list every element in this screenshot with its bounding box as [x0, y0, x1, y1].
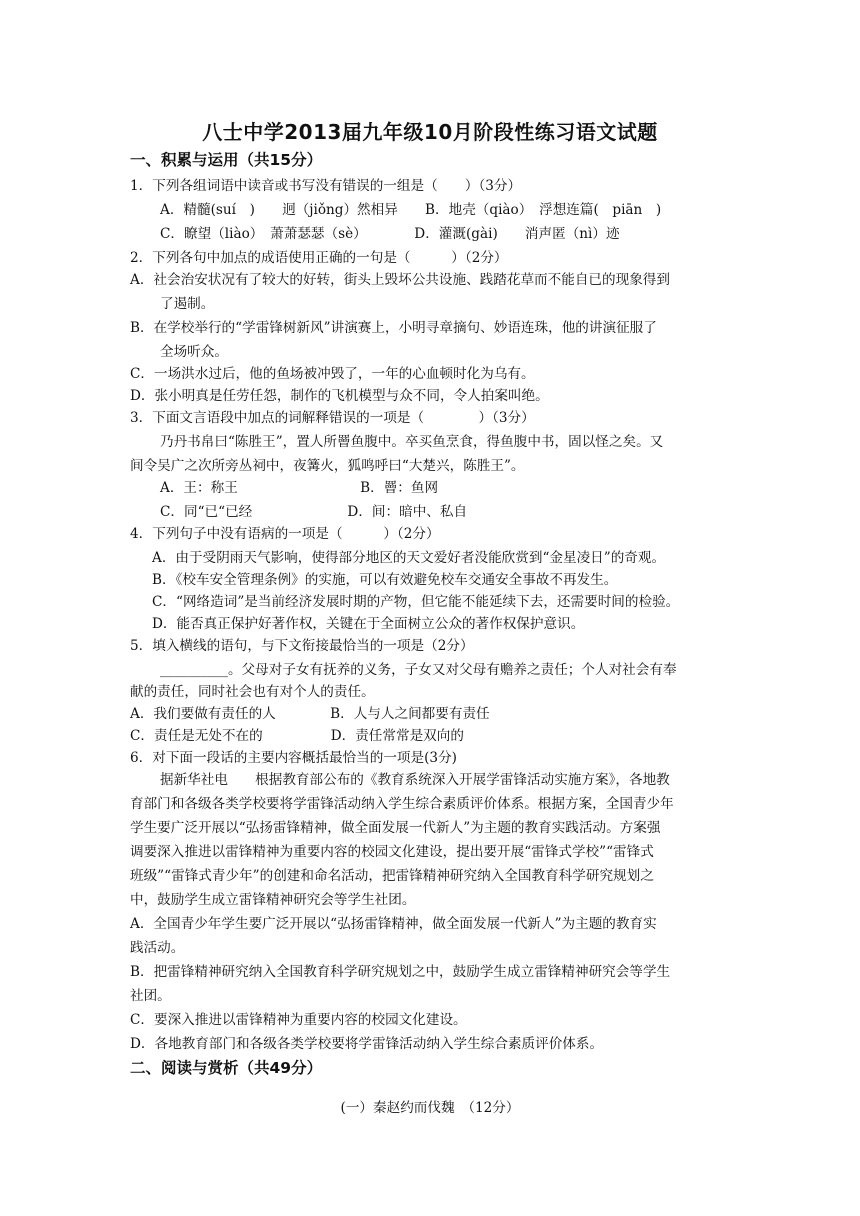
question-6-passage-2: 育部门和各级各类学校要将学雷锋活动纳入学生综合素质评价体系。根据方案，全国青少年 [130, 796, 674, 812]
question-6-passage-4: 调要深入推进以雷锋精神为重要内容的校园文化建设，提出要开展“雷锋式学校”“雷锋式 [130, 844, 654, 860]
question-2-option-b: B．在学校举行的“学雷锋树新风”讲演赛上，小明寻章摘句、妙语连珠，他的讲演征服了 [130, 320, 657, 336]
question-3-options-cd: C．同“已“已经 D．间：暗中、私自 [160, 504, 468, 520]
question-4-stem: 4．下列句子中没有语病的一项是（ ）（2分） [130, 526, 440, 542]
question-6-passage-3: 学生要广泛开展以“弘扬雷锋精神，做全面发展一代新人”为主题的教育实践活动。方案强 [130, 820, 661, 836]
question-1-options-cd: C．瞭望（liào） 萧萧瑟瑟（sè） D．灌溉(gài) 消声匿（nì）迹 [160, 226, 620, 242]
section-heading-2: 二、阅读与赏析（共49分） [130, 1059, 323, 1077]
question-3-passage-2: 间令吴广之次所旁丛祠中，夜篝火，狐鸣呼曰“大楚兴，陈胜王”。 [130, 458, 525, 474]
subsection-heading-1: (一）秦赵约而伐魏 （12分） [340, 1100, 520, 1116]
question-6-option-b: B．把雷锋精神研究纳入全国教育科学研究规划之中，鼓励学生成立雷锋精神研究会等学生 [130, 964, 671, 980]
question-4-option-a: A．由于受阴雨天气影响，使得部分地区的天文爱好者没能欣赏到“金星凌日”的奇观。 [152, 550, 666, 566]
question-3-stem: 3．下面文言语段中加点的词解释错误的一项是（ ）（3分） [130, 410, 535, 426]
question-2-option-a: A．社会治安状况有了较大的好转，街头上毁坏公共设施、践踏花草而不能自已的现象得到 [130, 272, 670, 288]
question-2-option-c: C．一场洪水过后，他的鱼场被冲毁了，一年的心血顿时化为乌有。 [130, 366, 535, 382]
question-1-options-ab: A．精髓(suí ) 迥（jiǒng）然相异 B．地壳（qiào） 浮想连篇( piān ) [160, 202, 662, 218]
section-heading-1: 一、积累与运用（共15分） [130, 151, 323, 169]
question-6-option-b-cont: 社团。 [130, 988, 171, 1004]
question-5-stem: 5．填入横线的语句，与下文衔接最恰当的一项是（2分） [130, 638, 474, 654]
question-5-options-cd: C．责任是无处不在的 D．责任常常是双向的 [130, 728, 464, 744]
question-2-option-d: D．张小明真是任劳任怨，制作的飞机模型与众不同，令人拍案叫绝。 [130, 388, 549, 404]
question-6-passage-5: 班级”“雷锋式青少年”的创建和命名活动，把雷锋精神研究纳入全国教育科学研究规划之 [130, 868, 654, 884]
question-6-stem: 6．对下面一段话的主要内容概括最恰当的一项是(3分) [130, 750, 457, 766]
question-6-option-c: C．要深入推进以雷锋精神为重要内容的校园文化建设。 [130, 1012, 467, 1028]
question-4-option-d: D．能否真正保护好著作权，关键在于全面树立公众的著作权保护意识。 [152, 616, 585, 632]
page-title: 八士中学2013届九年级10月阶段性练习语文试题 [202, 120, 658, 144]
question-5-options-ab: A．我们要做有责任的人 B．人与人之间都要有责任 [130, 706, 490, 722]
question-6-passage-1: 据新华社电 根据教育部公布的《教育系统深入开展学雷锋活动实施方案》，各地教 [160, 772, 670, 788]
question-3-passage-1: 乃丹书帛曰“陈胜王”，置人所罾鱼腹中。卒买鱼烹食，得鱼腹中书，固以怪之矣。又 [160, 434, 664, 450]
question-6-option-a-cont: 践活动。 [130, 940, 185, 956]
question-2-option-a-cont: 了遏制。 [160, 296, 215, 312]
question-5-passage-2: 献的责任，同时社会也有对个人的责任。 [130, 684, 375, 700]
question-1-stem: 1．下列各组词语中读音或书写没有错误的一组是（ ）（3分） [130, 178, 522, 194]
question-2-stem: 2．下列各句中加点的成语使用正确的一句是（ ）（2分） [130, 250, 508, 266]
question-6-option-d: D．各地教育部门和各级各类学校要将学雷锋活动纳入学生综合素质评价体系。 [130, 1036, 604, 1052]
question-4-option-b: B．《校车安全管理条例》的实施，可以有效避免校车交通安全事故不再发生。 [152, 572, 618, 588]
question-3-options-ab: A．王：称王 B．罾：鱼网 [160, 480, 439, 496]
question-2-option-b-cont: 全场听众。 [160, 344, 228, 360]
question-6-passage-6: 中，鼓励学生成立雷锋精神研究会等学生社团。 [130, 892, 416, 908]
question-4-option-c: C．“网络造词”是当前经济发展时期的产物，但它能不能延续下去，还需要时间的检验。 [152, 594, 680, 610]
question-5-passage-1: __________。父母对子女有抚养的义务，子女又对父母有赡养之责任；个人对社会有奉 [160, 662, 677, 678]
question-6-option-a: A．全国青少年学生要广泛开展以“弘扬雷锋精神，做全面发展一代新人”为主题的教育实 [130, 916, 657, 932]
